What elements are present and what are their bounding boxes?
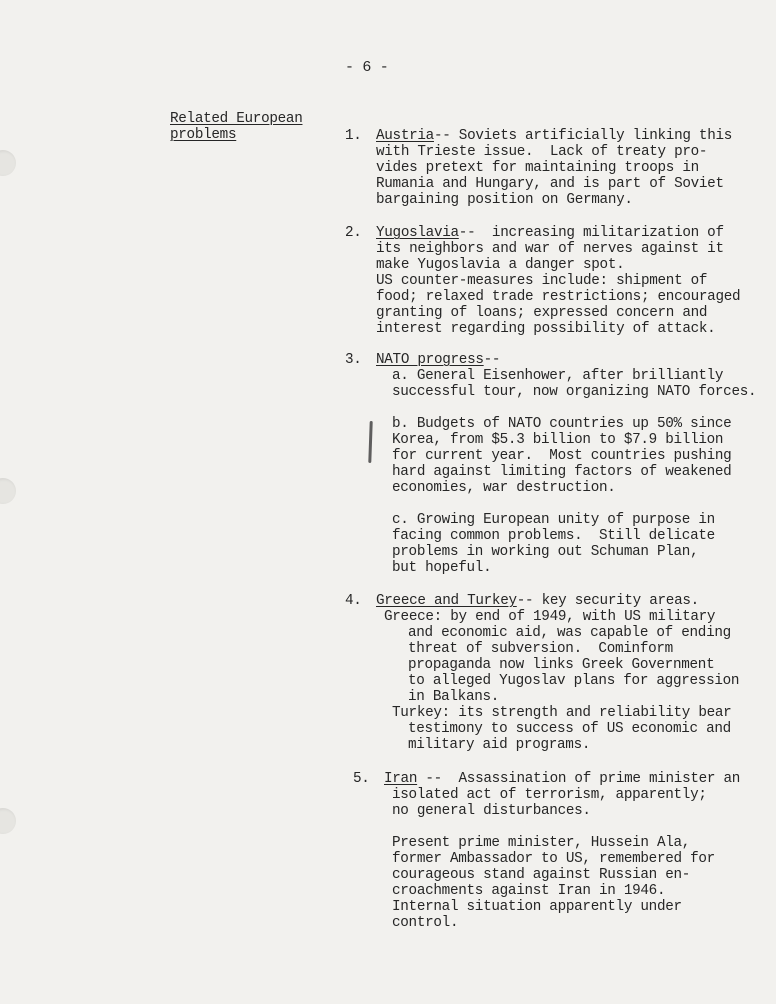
item-number: 2. xyxy=(345,225,362,241)
page-number: - 6 - xyxy=(345,59,389,76)
item-text-line: former Ambassador to US, remembered for xyxy=(392,851,715,867)
item-first-line xyxy=(376,128,732,144)
sub-item-line: hard against limiting factors of weakened xyxy=(392,464,732,480)
greece-line: Greece: by end of 1949, with US military xyxy=(384,609,716,625)
sub-item-line: economies, war destruction. xyxy=(392,480,616,496)
greece-line: to alleged Yugoslav plans for aggression xyxy=(408,673,740,689)
item-first-line xyxy=(376,593,699,609)
sub-item-line: facing common problems. Still delicate xyxy=(392,528,715,544)
item-title: Austria xyxy=(376,128,434,144)
sub-item-line: Korea, from $5.3 billion to $7.9 billion xyxy=(392,432,724,448)
item-text-line: courageous stand against Russian en- xyxy=(392,867,691,883)
sub-item-line: a. General Eisenhower, after brilliantly xyxy=(392,368,724,384)
item-title-suffix: -- xyxy=(483,352,501,368)
item-text-line: croachments against Iran in 1946. xyxy=(392,883,666,899)
item-text-line: US counter-measures include: shipment of xyxy=(376,273,708,289)
item-text-line: -- Assassination of prime minister an xyxy=(417,771,741,787)
sub-item-line: c. Growing European unity of purpose in xyxy=(392,512,715,528)
item-title: Yugoslavia xyxy=(376,225,459,241)
item-text-line: interest regarding possibility of attack. xyxy=(376,321,716,337)
item-text-line: isolated act of terrorism, apparently; xyxy=(392,787,707,803)
greece-line: and economic aid, was capable of ending xyxy=(408,625,731,641)
item-text-line: -- Soviets artificially linking this xyxy=(433,128,733,144)
item-first-line xyxy=(376,352,500,368)
sub-item-line: for current year. Most countries pushing xyxy=(392,448,732,464)
greece-line: threat of subversion. Cominform xyxy=(408,641,673,657)
item-text-line: control. xyxy=(392,915,459,931)
item-title: Iran xyxy=(384,771,418,787)
side-heading-line1: Related European xyxy=(170,111,303,127)
item-text-line: food; relaxed trade restrictions; encouraged xyxy=(376,289,741,305)
item-title: NATO progress xyxy=(376,352,484,368)
item-number: 3. xyxy=(345,352,362,368)
item-text-line: vides pretext for maintaining troops in xyxy=(376,160,699,176)
item-number: 4. xyxy=(345,593,362,609)
item-text-line: no general disturbances. xyxy=(392,803,591,819)
item-title: Greece and Turkey xyxy=(376,593,517,609)
turkey-line: testimony to success of US economic and xyxy=(408,721,731,737)
turkey-line: Turkey: its strength and reliability bear xyxy=(392,705,732,721)
punch-hole xyxy=(0,150,16,176)
item-text-line: with Trieste issue. Lack of treaty pro- xyxy=(376,144,708,160)
item-text-line: Rumania and Hungary, and is part of Soviet xyxy=(376,176,724,192)
item-text-line: -- increasing militarization of xyxy=(458,225,724,241)
item-number: 5. xyxy=(353,771,370,787)
item-text-line: Internal situation apparently under xyxy=(392,899,682,915)
item-text-line: -- key security areas. xyxy=(516,593,699,609)
punch-hole xyxy=(0,808,16,834)
turkey-line: military aid programs. xyxy=(408,737,591,753)
margin-pencil-mark xyxy=(368,421,372,463)
item-first-line xyxy=(384,771,740,787)
punch-hole xyxy=(0,478,16,504)
sub-item-line: but hopeful. xyxy=(392,560,492,576)
greece-line: propaganda now links Greek Government xyxy=(408,657,715,673)
greece-line: in Balkans. xyxy=(408,689,500,705)
side-heading-line2: problems xyxy=(170,127,237,143)
sub-item-line: b. Budgets of NATO countries up 50% since xyxy=(392,416,732,432)
item-text-line: granting of loans; expressed concern and xyxy=(376,305,708,321)
item-text-line: Present prime minister, Hussein Ala, xyxy=(392,835,691,851)
item-number: 1. xyxy=(345,128,362,144)
sub-item-line: successful tour, now organizing NATO forces. xyxy=(392,384,757,400)
item-first-line xyxy=(376,225,724,241)
item-text-line: make Yugoslavia a danger spot. xyxy=(376,257,625,273)
sub-item-line: problems in working out Schuman Plan, xyxy=(392,544,699,560)
item-text-line: bargaining position on Germany. xyxy=(376,192,633,208)
item-text-line: its neighbors and war of nerves against it xyxy=(376,241,724,257)
